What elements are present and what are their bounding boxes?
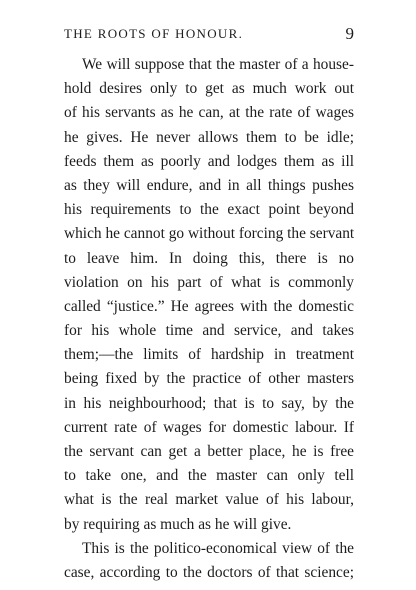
text-line: hold desires only to get as much work out — [64, 80, 354, 98]
text-line: he gives. He never allows them to be idle; — [64, 128, 354, 146]
text-line: for his whole time and service, and takes — [64, 322, 354, 340]
text-line: We will suppose that the master of a house- — [82, 56, 354, 73]
text-line: of his servants as he can, at the rate of wages — [64, 104, 354, 122]
text-line: current rate of wages for domestic labour. If — [64, 418, 354, 436]
text-line: violation on his part of what is commonly — [64, 273, 354, 291]
text-line: to take one, and the master can only tell — [64, 467, 354, 485]
text-line: called “justice.” He agrees with the domestic — [64, 297, 354, 315]
text-line: the servant can get a better place, he is free — [64, 443, 354, 460]
paragraph — [64, 53, 354, 537]
text-line: to leave him. In doing this, there is no — [64, 249, 354, 267]
text-line: being fixed by the practice of other masters — [64, 370, 354, 388]
text-line: which he cannot go without forcing the servant — [64, 225, 355, 243]
body-text — [64, 53, 354, 585]
text-line: by requiring as much as he will give. — [64, 515, 292, 533]
text-line: as they will endure, and in all things pushes — [64, 176, 354, 194]
running-head — [64, 26, 354, 44]
text-line: in his neighbourhood; that is to say, by the — [64, 394, 354, 412]
text-line: feeds them as poorly and lodges them as ill — [64, 152, 354, 170]
page-number: 9 — [345, 24, 354, 43]
running-title: THE ROOTS OF HONOUR. — [64, 26, 244, 41]
text-line: what is the real market value of his labour, — [64, 491, 354, 509]
text-line: them;—the limits of hardship in treatment — [64, 346, 354, 364]
text-line: case, according to the doctors of that science; — [64, 563, 354, 581]
paragraph — [64, 537, 354, 585]
text-line: This is the politico-economical view of the — [82, 539, 354, 557]
text-line: his requirements to the exact point beyond — [64, 201, 354, 219]
